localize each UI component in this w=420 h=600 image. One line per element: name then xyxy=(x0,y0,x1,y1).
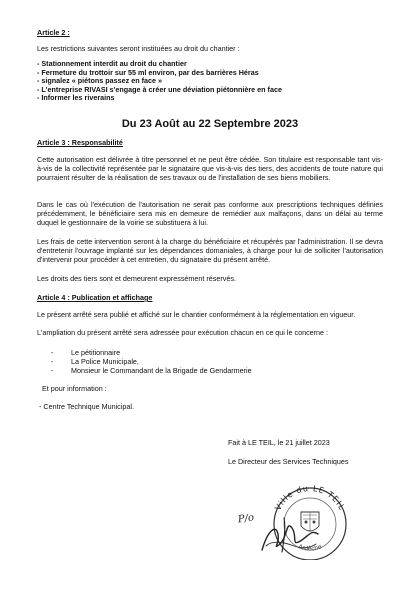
recipients-list xyxy=(45,348,365,375)
list-item: - Fermeture du trottoir sur 55 ml environ, par des barrières Héras xyxy=(37,67,259,77)
list-item: - La Police Municipale, xyxy=(45,357,365,366)
handwritten-signature xyxy=(232,500,322,560)
article2-restrictions-list xyxy=(37,60,397,103)
article3-paragraph: Dans le cas où l'exécution de l'autorisation ne serait pas conforme aux prescriptions techniques définies précédemment, le bénéficiaire sera mis en demeure de remédier aux malfaçons, dans un délai au terme duquel le gestionnaire de la voirie se substituera à lui. xyxy=(37,200,383,227)
place-date: Fait à LE TEIL, le 21 juillet 2023 xyxy=(228,438,330,447)
period-title: Du 23 Août au 22 Septembre 2023 xyxy=(121,118,299,130)
article3-heading: Article 3 : Responsabilité xyxy=(37,138,123,147)
info-item: - Centre Technique Municipal. xyxy=(39,402,134,411)
article3-paragraph: Cette autorisation est délivrée à titre personnel et ne peut être cédée. Son titulaire est responsable tant vis-à-vis de la collectivité représentée par le signataire que vis-à-vis des tiers, des accidents de toute nature qui pourraient résulter de la réalisation de ses travaux ou de l'installation de ses biens mobiliers. xyxy=(37,155,383,182)
article3-paragraph: Les droits des tiers sont et demeurent expressément réservés. xyxy=(37,274,236,283)
article4-paragraph: L'ampliation du présent arrêté sera adressée pour exécution chacun en ce qui le concerne : xyxy=(37,328,329,337)
svg-text:Ville du LE TEIL: Ville du LE TEIL xyxy=(273,483,347,513)
svg-text:P/o: P/o xyxy=(237,512,255,526)
article4-paragraph: Le présent arrêté sera publié et affiché sur le chantier conformément à la réglementation en vigueur. xyxy=(37,310,356,319)
list-item: - L'entreprise RIVASI s'engage à créer une déviation piétonnière en face xyxy=(37,84,282,94)
article4-heading: Article 4 : Publication et affichage xyxy=(37,293,153,302)
article2-heading: Article 2 : xyxy=(37,28,70,37)
svg-text:Ardèche: Ardèche xyxy=(297,543,323,553)
list-item: - signalez « piétons passez en face » xyxy=(37,76,163,86)
article2-intro: Les restrictions suivantes seront instituées au droit du chantier : xyxy=(37,44,240,53)
list-item: - Stationnement interdit au droit du chantier xyxy=(37,59,187,68)
list-item: - Le pétitionnaire xyxy=(45,348,365,357)
list-item: - Monsieur le Commandant de la Brigade de Gendarmerie xyxy=(45,366,365,375)
signatory-title: Le Directeur des Services Techniques xyxy=(228,457,349,466)
info-label: Et pour information : xyxy=(42,384,107,393)
article3-paragraph: Les frais de cette intervention seront à la charge du bénéficiaire et récupérés par l'administration. Il se devra d'entretenir l'ouvrage implanté sur les dépendances domaniales, à charge pour lui de solliciter l'autorisation d'intervenir pour procéder à cet entretien, du signataire du présent arrêté. xyxy=(37,237,383,264)
list-item: - Informer les riverains xyxy=(37,93,115,103)
